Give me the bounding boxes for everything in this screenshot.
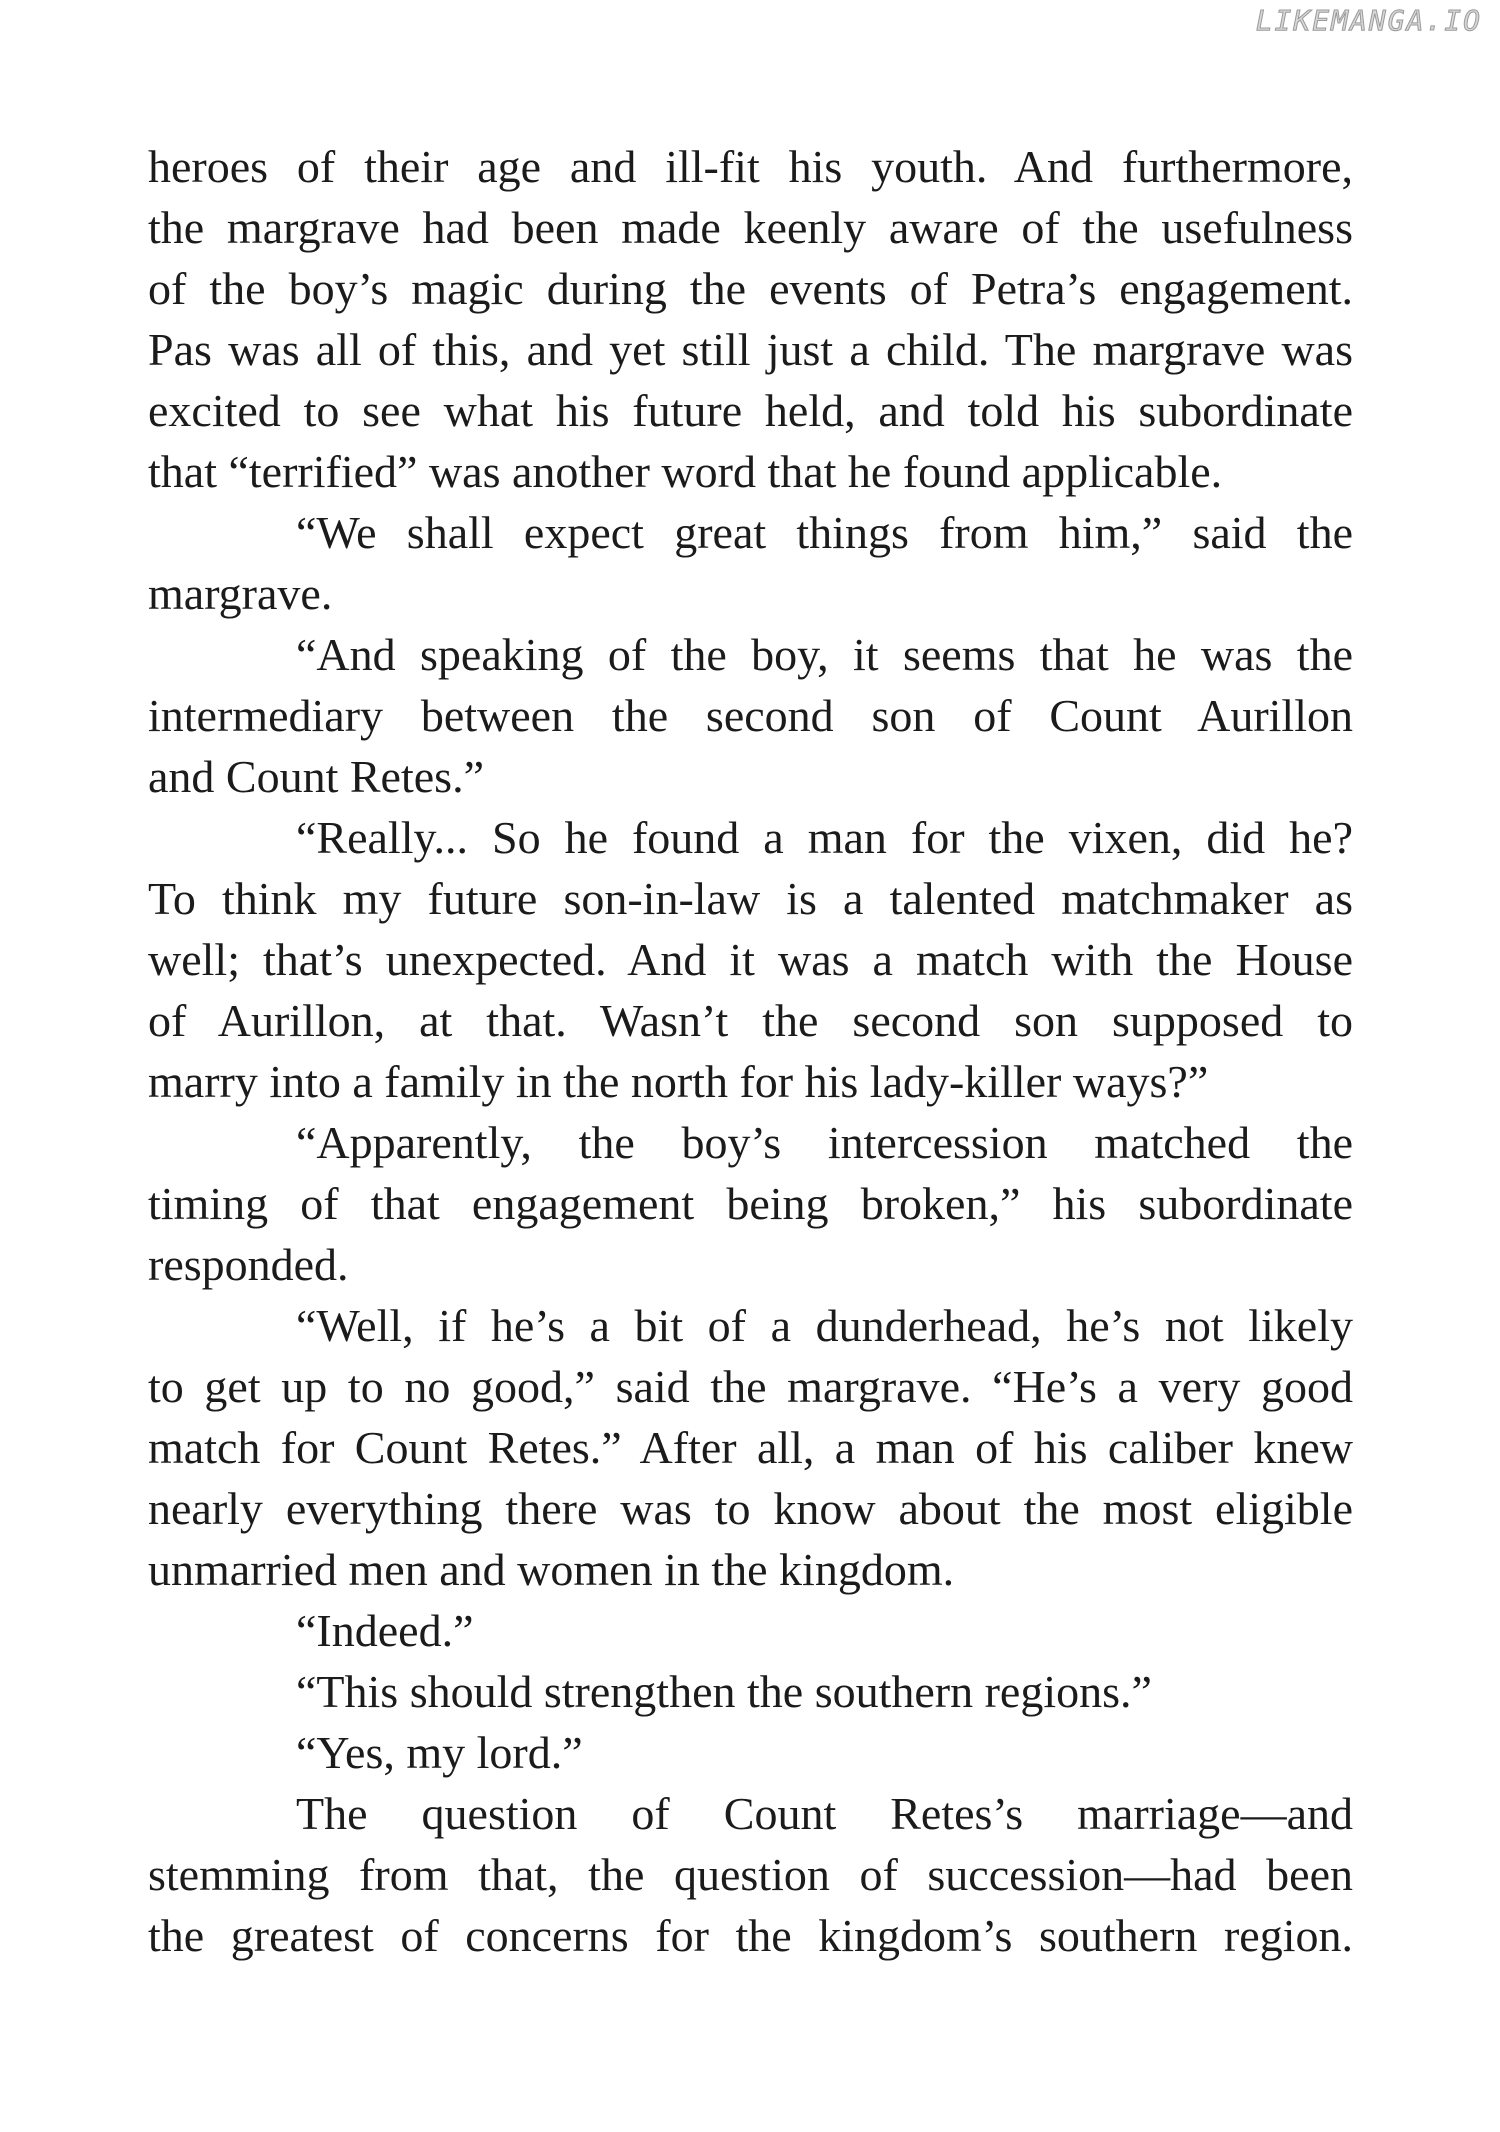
text-line: nearly everything there was to know about the most eligible bbox=[148, 1483, 1353, 1534]
text-line: “And speaking of the boy, it seems that he was the bbox=[296, 629, 1353, 680]
text-line: and Count Retes.” bbox=[148, 751, 484, 802]
text-line: margrave. bbox=[148, 568, 333, 619]
text-line: “Indeed.” bbox=[296, 1605, 474, 1656]
text-line: Pas was all of this, and yet still just a child. The margrave was bbox=[148, 324, 1353, 375]
text-line: to get up to no good,” said the margrave. “He’s a very good bbox=[148, 1361, 1353, 1412]
text-line: “Really... So he found a man for the vixen, did he? bbox=[296, 812, 1353, 863]
text-line: To think my future son-in-law is a talented matchmaker as bbox=[148, 873, 1353, 924]
text-line: stemming from that, the question of succession—had been bbox=[148, 1849, 1353, 1900]
site-watermark: LIKEMANGA.IO bbox=[1255, 4, 1482, 37]
text-line: match for Count Retes.” After all, a man of his caliber knew bbox=[148, 1422, 1353, 1473]
body-text bbox=[148, 136, 1353, 1966]
text-line: “Yes, my lord.” bbox=[296, 1727, 583, 1778]
text-line: “Apparently, the boy’s intercession matched the bbox=[296, 1117, 1353, 1168]
text-line: “Well, if he’s a bit of a dunderhead, he’s not likely bbox=[296, 1300, 1353, 1351]
text-line: of Aurillon, at that. Wasn’t the second son supposed to bbox=[148, 995, 1353, 1046]
text-line: the margrave had been made keenly aware of the usefulness bbox=[148, 202, 1353, 253]
text-line: heroes of their age and ill-fit his youth. And furthermore, bbox=[148, 141, 1353, 192]
text-line: marry into a family in the north for his lady-killer ways?” bbox=[148, 1056, 1209, 1107]
text-line: unmarried men and women in the kingdom. bbox=[148, 1544, 955, 1595]
text-line: that “terrified” was another word that he found applicable. bbox=[148, 446, 1223, 497]
text-line: excited to see what his future held, and told his subordinate bbox=[148, 385, 1353, 436]
text-line: timing of that engagement being broken,” his subordinate bbox=[148, 1178, 1353, 1229]
text-line: the greatest of concerns for the kingdom’s southern region. bbox=[148, 1910, 1353, 1961]
text-line: responded. bbox=[148, 1239, 349, 1290]
text-line: of the boy’s magic during the events of Petra’s engagement. bbox=[148, 263, 1353, 314]
text-line: “We shall expect great things from him,” said the bbox=[296, 507, 1353, 558]
text-line: The question of Count Retes’s marriage—and bbox=[296, 1788, 1353, 1839]
text-line: intermediary between the second son of Count Aurillon bbox=[148, 690, 1353, 741]
text-line: “This should strengthen the southern regions.” bbox=[296, 1666, 1152, 1717]
text-line: well; that’s unexpected. And it was a match with the House bbox=[148, 934, 1353, 985]
